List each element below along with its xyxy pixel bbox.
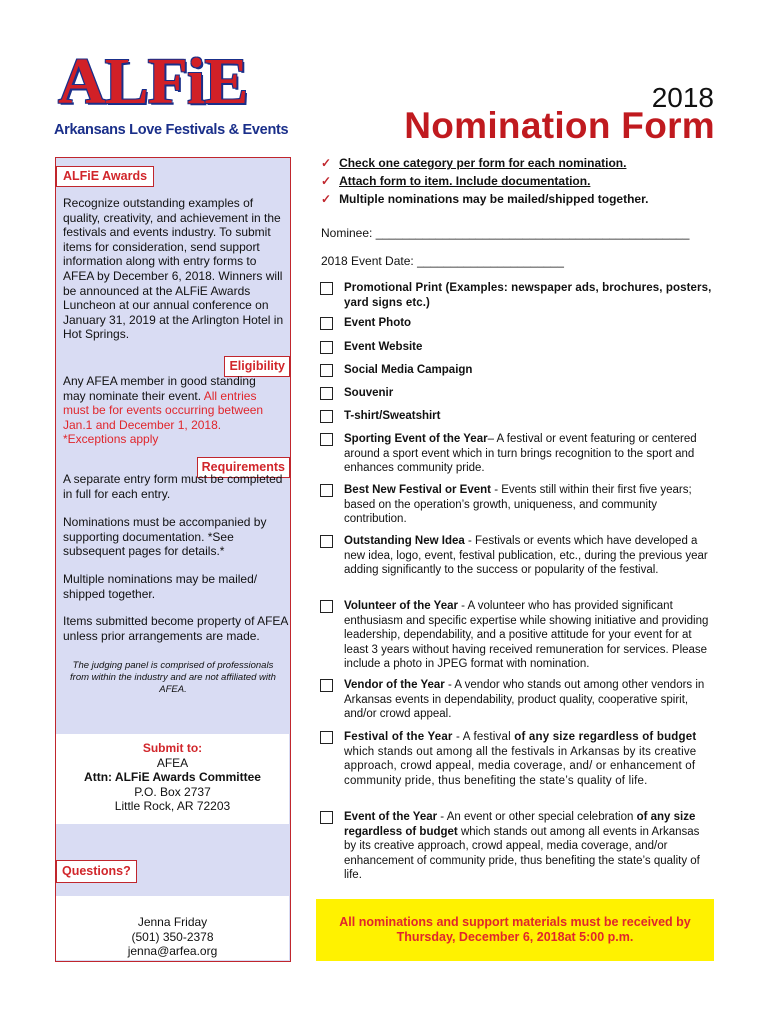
category-best-new-festival[interactable]: Best New Festival or Event - Events still within their first five years; based on the operation’s growth, uniqueness, and community contribution. bbox=[320, 483, 712, 527]
requirement-entry-form: A separate entry form must be completed in full for each entry. bbox=[63, 472, 283, 501]
awards-tag: ALFiE Awards bbox=[56, 166, 154, 187]
category-social-media[interactable]: Social Media Campaign bbox=[320, 363, 712, 378]
form-year: 2018 bbox=[651, 82, 714, 113]
checkbox[interactable] bbox=[320, 433, 333, 446]
submit-org: AFEA bbox=[156, 755, 189, 770]
submit-address-panel bbox=[56, 734, 289, 824]
checkbox[interactable] bbox=[320, 341, 333, 354]
contact-email: jenna@arfea.org bbox=[127, 944, 218, 958]
eligibility-dates: All entries must be for events occurring between Jan.1 and December 1, 2018. *Exceptions apply bbox=[63, 388, 264, 447]
info-sidebar bbox=[55, 157, 291, 962]
requirement-documentation: Nominations must be accompanied by supporting documentation. *See subsequent pages for details.* bbox=[63, 515, 267, 559]
nominee-blank[interactable]: _______________________________________________ bbox=[375, 226, 690, 240]
logo-tagline: Arkansans Love Festivals & Events bbox=[54, 122, 289, 138]
awards-description: Recognize outstanding examples of quality, creativity, and achievement in the festivals and events industry. To submit items for consideration, send support information along with entry forms to AFEA by December 6, 2018. Winners will be announced at the ALFiE Awards Luncheon at our annual conference on January 31, 2019 at the Arlington Hotel in Hot Springs. bbox=[63, 196, 284, 342]
event-date-label: 2018 Event Date: bbox=[321, 254, 414, 268]
category-outstanding-new-idea[interactable]: Outstanding New Idea - Festivals or events which have developed a new idea, logo, event, festival publication, etc., during the previous year adding significantly to the success or popularity of the festival. bbox=[320, 534, 712, 578]
contact-phone: (501) 350-2378 bbox=[131, 929, 214, 944]
instruction-1: ✓ Check one category per form for each nomination. bbox=[321, 156, 627, 170]
checkbox[interactable] bbox=[320, 600, 333, 613]
requirements-tag: Requirements bbox=[197, 457, 290, 478]
checkbox[interactable] bbox=[320, 731, 333, 744]
deadline-line-2: Thursday, December 6, 2018at 5:00 p.m. bbox=[396, 930, 634, 944]
checkbox[interactable] bbox=[320, 484, 333, 497]
check-icon: ✓ bbox=[321, 192, 332, 206]
category-volunteer[interactable]: Volunteer of the Year - A volunteer who has provided significant enthusiasm and specific expertise while showing initiative and providing leadership, dependability, and a positive attitude for your event for at least 3 years without having received remuneration for services. Please include a photo in JPEG format with nomination. bbox=[320, 599, 712, 672]
category-sporting-event[interactable]: Sporting Event of the Year– A festival or event featuring or centered around a sport event which in turn brings recognition to the sport and enhances community pride. bbox=[320, 432, 712, 476]
category-event-of-year[interactable]: Event of the Year - An event or other special celebration of any size regardless of budget which stands out among all events in Arkansas by its creative approach, crowd appeal, media coverage, and/or enhancement of community pride, thus benefiting the state’s quality of life. bbox=[320, 810, 712, 883]
page-title: Nomination Form bbox=[404, 105, 715, 146]
category-festival-of-year[interactable]: Festival of the Year - A festival of any size regardless of budget which stands out among all the festivals in Arkansas by its creative approach, crowd appeal, media coverage, and/ or enhancement of community pride, thus benefiting the state’s quality of life. bbox=[320, 730, 712, 788]
category-promotional-print[interactable]: Promotional Print (Examples: newspaper ads, brochures, posters, yard signs etc.) bbox=[320, 281, 712, 310]
checkbox[interactable] bbox=[320, 364, 333, 377]
check-icon: ✓ bbox=[321, 156, 332, 170]
category-vendor[interactable]: Vendor of the Year - A vendor who stands out among other vendors in Arkansas events in dependability, product quality, cooperative spirit, and/or crowd appeal. bbox=[320, 678, 712, 722]
checkbox[interactable] bbox=[320, 811, 333, 824]
checkbox[interactable] bbox=[320, 410, 333, 423]
deadline-line-1: All nominations and support materials must be received by bbox=[339, 915, 691, 929]
submit-city: Little Rock, AR 72203 bbox=[114, 799, 231, 813]
alfie-logo: ALFiE bbox=[58, 45, 248, 118]
instruction-3: ✓ Multiple nominations may be mailed/shipped together. bbox=[321, 192, 649, 206]
contact-name: Jenna Friday bbox=[137, 915, 208, 929]
event-date-blank[interactable]: ______________________ bbox=[417, 254, 564, 268]
eligibility-text bbox=[63, 374, 278, 447]
deadline-banner bbox=[316, 899, 714, 961]
checkbox[interactable] bbox=[320, 535, 333, 548]
instruction-2: ✓ Attach form to item. Include documentation. bbox=[321, 174, 591, 188]
event-date-field[interactable] bbox=[321, 254, 564, 268]
requirement-property: Items submitted become property of AFEA unless prior arrangements are made. bbox=[63, 614, 288, 643]
eligibility-body: Any AFEA member in good standing may nominate their event. bbox=[63, 374, 256, 403]
contact-panel bbox=[56, 896, 289, 960]
submit-label: Submit to: bbox=[142, 741, 203, 755]
category-event-website[interactable]: Event Website bbox=[320, 340, 712, 355]
nominee-label: Nominee: bbox=[321, 226, 373, 240]
questions-tag: Questions? bbox=[56, 860, 137, 883]
submit-po-box: P.O. Box 2737 bbox=[134, 784, 211, 799]
nominee-field[interactable] bbox=[321, 226, 689, 240]
checkbox[interactable] bbox=[320, 387, 333, 400]
category-event-photo[interactable]: Event Photo bbox=[320, 316, 712, 331]
eligibility-tag: Eligibility bbox=[224, 356, 290, 377]
requirement-multiple: Multiple nominations may be mailed/ shipped together. bbox=[63, 572, 258, 601]
category-souvenir[interactable]: Souvenir bbox=[320, 386, 712, 401]
checkbox[interactable] bbox=[320, 317, 333, 330]
submit-attn: Attn: ALFiE Awards Committee bbox=[84, 770, 261, 784]
checkbox[interactable] bbox=[320, 282, 333, 295]
check-icon: ✓ bbox=[321, 174, 332, 188]
checkbox[interactable] bbox=[320, 679, 333, 692]
category-tshirt[interactable]: T-shirt/Sweatshirt bbox=[320, 409, 712, 424]
judging-note: The judging panel is comprised of professionals from within the industry and are not affiliated with AFEA. bbox=[70, 660, 276, 695]
